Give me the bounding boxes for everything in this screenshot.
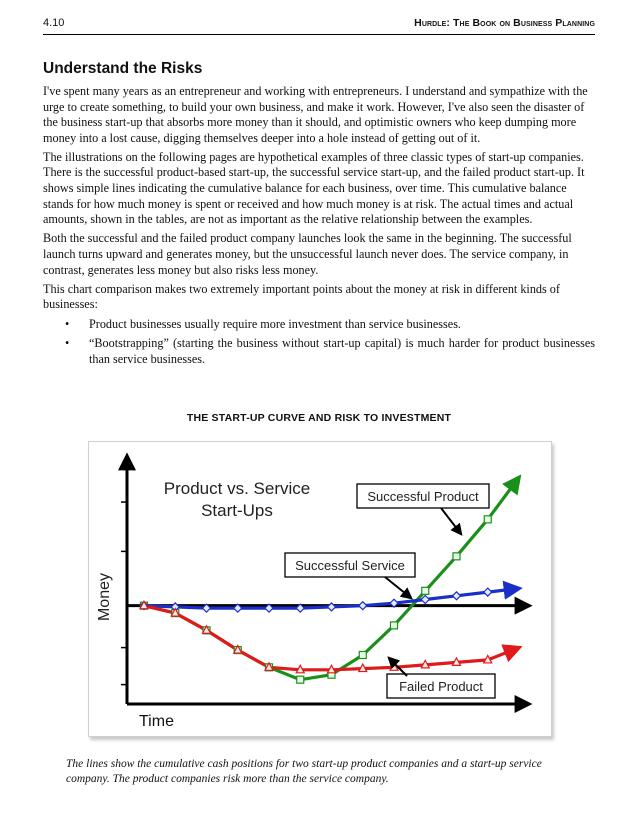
callout-failed-product-label: Failed Product	[399, 679, 483, 694]
callout-successful-product-pointer	[441, 508, 461, 534]
paragraph-points: This chart comparison makes two extremely important points about the money at risk in different kinds of businesses:	[43, 281, 560, 312]
x-axis-label: Time	[139, 713, 174, 730]
y-axis-label: Money	[96, 572, 113, 622]
data-point	[453, 553, 460, 560]
callout-successful-service-label: Successful Service	[295, 558, 405, 573]
paragraph-illustrations: The illustrations on the following pages are hypothetical examples of three classic types of start-up companies. There is the successful product-based start-up, the successful service start-up, and the failed product start-up. It shows simple lines indicating the cumulative balance for each business, over time. This cumulative balance stands for how much money is spent or received and how much money is at risk. The actual times and actual amounts, shown in the tables, are not as important as the relative relationship between the examples.	[43, 149, 585, 227]
body-text	[43, 84, 595, 368]
bullet-item	[43, 336, 595, 367]
running-title: Hurdle: The Book on Business Planning	[414, 17, 595, 29]
callout-successful-product-label: Successful Product	[367, 489, 479, 504]
bullet-icon: •	[65, 336, 70, 351]
data-point	[453, 592, 461, 600]
chart-title-line1: Product vs. Service	[163, 479, 311, 498]
bullet-list	[43, 317, 595, 368]
data-point	[359, 652, 366, 659]
bullet-item	[43, 317, 595, 333]
callout-successful-service-pointer	[385, 577, 411, 598]
data-point	[359, 602, 367, 610]
data-point	[328, 603, 336, 611]
figure-caption: The lines show the cumulative cash positions for two start-up product companies and a start-up service company. The product companies risk more than the service company.	[66, 758, 542, 785]
header-rule	[43, 34, 595, 35]
startup-curve-chart	[89, 442, 551, 736]
page-header	[43, 15, 595, 37]
page-number: 4.10	[43, 17, 65, 29]
paragraph-intro: I've spent many years as an entrepreneur and working with entrepreneurs. I understand and sympathize with the urge to create something, to build your own business, and make it work. However, I've also seen the disaster of the business start-up that absorbs more money than it should, and optimistic owners who keep dumping more money into a lost cause, digging themselves deeper into a hole instead of getting out of it.	[43, 84, 588, 145]
bullet-text: “Bootstrapping” (starting the business without start-up capital) is much harder for product businesses than service businesses.	[89, 336, 595, 366]
chart-frame	[88, 441, 552, 737]
data-point	[391, 622, 398, 629]
data-point	[484, 516, 491, 523]
figure-title: THE START-UP CURVE AND RISK TO INVESTMENT	[186, 412, 452, 424]
data-point	[422, 587, 429, 594]
data-point	[484, 588, 492, 596]
bullet-icon: •	[65, 316, 70, 331]
data-point	[421, 596, 429, 604]
bullet-text: Product businesses usually require more investment than service businesses.	[89, 316, 461, 331]
data-point	[297, 676, 304, 683]
series-line-failed-product	[144, 606, 519, 670]
section-title: Understand the Risks	[43, 60, 203, 77]
chart-title-line2: Start-Ups	[201, 501, 273, 520]
paragraph-comparison: Both the successful and the failed product company launches look the same in the beginning. The successful launch turns upward and generates money, but the unsuccessful launch never does. The service company, in contrast, generates less money but also risks less money.	[43, 231, 572, 277]
